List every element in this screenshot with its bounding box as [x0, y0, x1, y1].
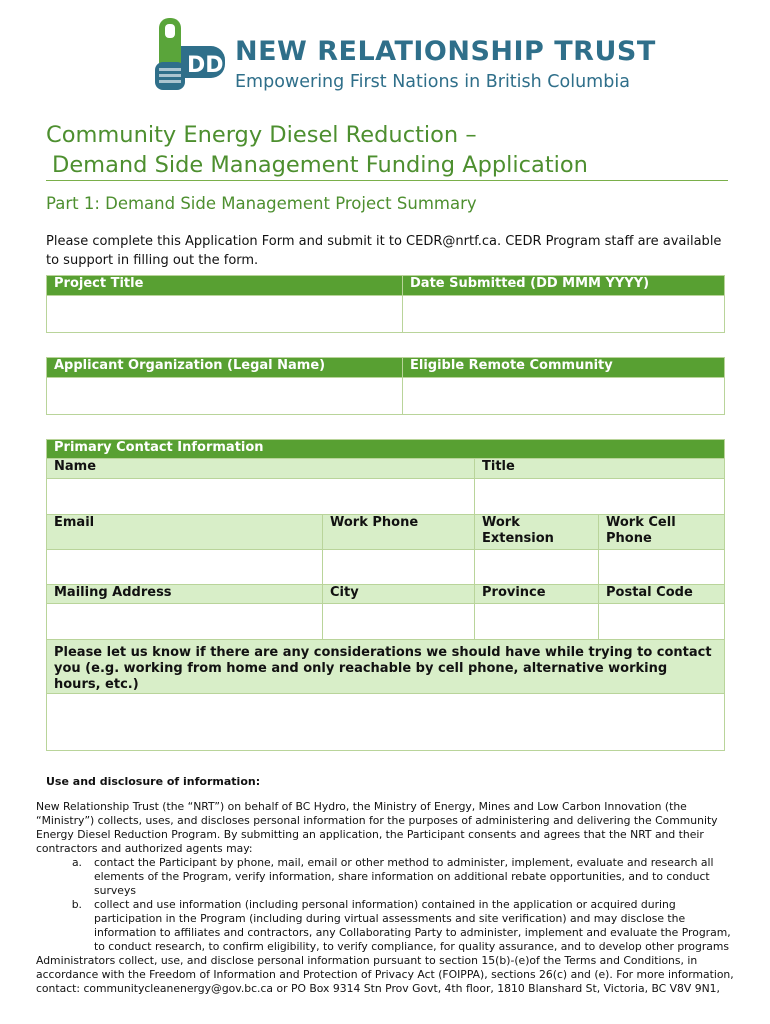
work-cell-label: Work Cell Phone [599, 515, 725, 550]
email-field[interactable] [47, 550, 323, 585]
mailing-address-field[interactable] [47, 604, 323, 640]
title-line-2: Demand Side Management Funding Application [52, 152, 588, 178]
name-field[interactable] [47, 479, 475, 515]
list-marker: b. [71, 898, 82, 911]
date-submitted-label: Date Submitted (DD MMM YYYY) [403, 276, 725, 296]
primary-contact-header: Primary Contact Information [47, 440, 725, 459]
considerations-field[interactable] [47, 694, 725, 751]
mailing-address-label: Mailing Address [47, 585, 323, 604]
title-line-1: Community Energy Diesel Reduction – [46, 122, 477, 148]
use-disclosure-heading: Use and disclosure of information: [46, 775, 261, 788]
title-field[interactable] [475, 479, 725, 515]
contact-table [46, 439, 725, 751]
work-phone-field[interactable] [323, 550, 475, 585]
date-submitted-field[interactable] [403, 296, 725, 333]
applicant-org-field[interactable] [47, 378, 403, 415]
considerations-label: Please let us know if there are any considerations we should have while trying to contact you (e.g. working from home and only reachable by cell phone, alternative working hours, etc.) [47, 640, 725, 694]
org-name: NEW RELATIONSHIP TRUST [235, 36, 656, 67]
project-title-field[interactable] [47, 296, 403, 333]
org-tagline: Empowering First Nations in British Columbia [235, 72, 630, 92]
legal-text [36, 800, 741, 996]
applicant-table [46, 357, 725, 415]
eligible-community-label: Eligible Remote Community [403, 358, 725, 378]
title-label: Title [475, 459, 725, 479]
city-field[interactable] [323, 604, 475, 640]
svg-text:DD: DD [187, 53, 224, 78]
applicant-org-label: Applicant Organization (Legal Name) [47, 358, 403, 378]
eligible-community-field[interactable] [403, 378, 725, 415]
document-title [46, 120, 728, 181]
part-heading: Part 1: Demand Side Management Project Summary [46, 194, 477, 213]
list-item [36, 856, 741, 898]
work-extension-label: Work Extension [475, 515, 599, 550]
project-table [46, 275, 725, 333]
work-extension-field[interactable] [475, 550, 599, 585]
intro-text: Please complete this Application Form and submit it to CEDR@nrtf.ca. CEDR Program staff are available to support in filling out the form. [46, 234, 722, 268]
province-field[interactable] [475, 604, 599, 640]
logo [155, 16, 656, 96]
list-item [36, 898, 741, 954]
postal-code-label: Postal Code [599, 585, 725, 604]
list-text: contact the Participant by phone, mail, email or other method to administer, implement, evaluate and research all elements of the Program, verify information, share information on additional rebate opportunities, and to conduct surveys [94, 856, 714, 897]
project-title-label: Project Title [47, 276, 403, 296]
nrt-logo-icon [155, 16, 227, 92]
work-cell-field[interactable] [599, 550, 725, 585]
postal-code-field[interactable] [599, 604, 725, 640]
name-label: Name [47, 459, 475, 479]
work-phone-label: Work Phone [323, 515, 475, 550]
list-marker: a. [71, 856, 82, 869]
email-label: Email [47, 515, 323, 550]
city-label: City [323, 585, 475, 604]
province-label: Province [475, 585, 599, 604]
list-text: collect and use information (including personal information) contained in the application or acquired during participation in the Program (including during virtual assessments and site verification) and may disclose the information to affiliates and contractors, any Collaborating Party to administer, implement and evaluate the Program, to conduct research, to confirm eligibility, to verify compliance, for quality assurance, and to develop other programs [94, 898, 731, 953]
legal-para-1: New Relationship Trust (the “NRT”) on behalf of BC Hydro, the Ministry of Energy, Mines and Low Carbon Innovation (the “Ministry”) collects, uses, and discloses personal information for the purposes of administering and delivering the Community Energy Diesel Reduction Program. By submitting an application, the Participant consents and agrees that the NRT and their contractors and authorized agents may: [36, 800, 718, 855]
legal-para-2: Administrators collect, use, and disclose personal information pursuant to section 15(b)-(e)of the Terms and Conditions, in accordance with the Freedom of Information and Protection of Privacy Act (FOIPPA), sections 26(c) and (e). For more information, contact: communitycleanenergy@gov.bc.ca or PO Box 9314 Stn Prov Govt, 4th floor, 1810 Blanshard St, Victoria, BC V8V 9N1, [36, 954, 734, 995]
